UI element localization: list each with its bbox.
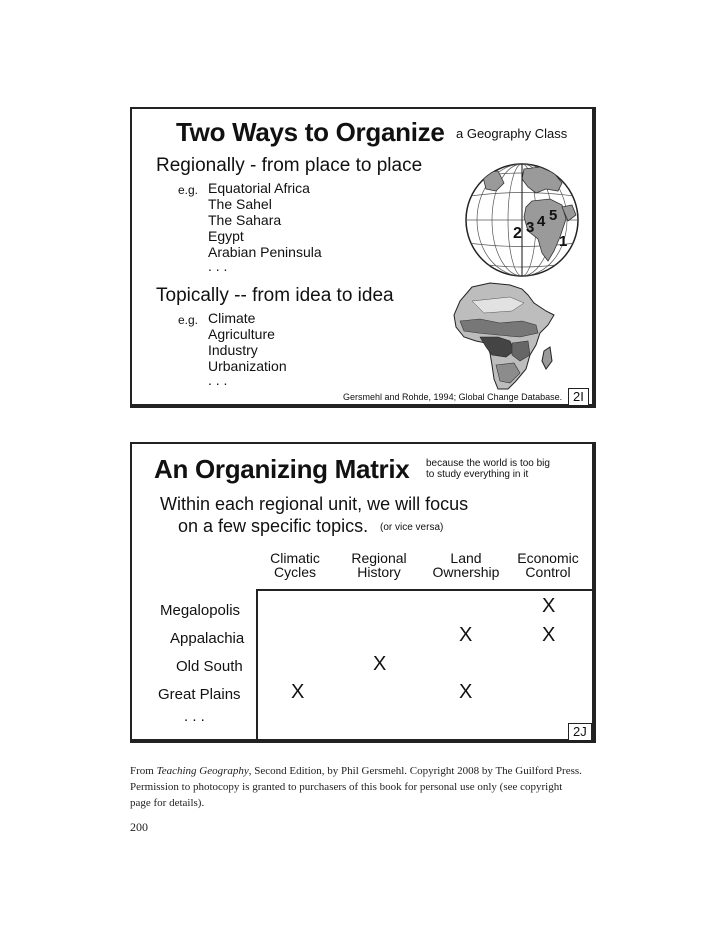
region-item: Arabian Peninsula — [208, 244, 322, 260]
region-item: Egypt — [208, 228, 244, 244]
slide-title: Two Ways to Organize — [176, 117, 445, 147]
footer-line2: Permission to photocopy is granted to purchasers of this book for personal use only (see copyright — [130, 781, 563, 793]
topical-heading: Topically -- from idea to idea — [156, 285, 394, 306]
column-header-economic: Economic Control — [517, 550, 579, 580]
africa-map — [450, 281, 560, 393]
row-ellipsis: . . . — [184, 708, 205, 725]
copyright-notice — [130, 763, 600, 811]
topic-ellipsis: . . . — [208, 372, 228, 388]
region-item: Equatorial Africa — [208, 180, 310, 196]
matrix-mark: X — [542, 595, 556, 617]
row-label: Megalopolis — [160, 602, 241, 619]
topic-item: Urbanization — [208, 358, 287, 374]
globe-number: 2 — [513, 225, 522, 242]
footer-from: From — [130, 765, 157, 777]
title-note-line: to study everything in it — [426, 469, 529, 480]
slide-badge: 2J — [568, 723, 592, 741]
globe-number: 3 — [526, 219, 535, 236]
column-header-regional: Regional History — [351, 550, 407, 580]
globe-number: 5 — [549, 207, 558, 224]
regional-heading: Regionally - from place to place — [156, 155, 423, 176]
topic-item: Industry — [208, 342, 258, 358]
slide-two-ways — [130, 107, 596, 408]
body-line: on a few specific topics. — [178, 516, 369, 536]
footer-line1: , Second Edition, by Phil Gersmehl. Copyright 2008 by The Guilford Press. — [248, 765, 582, 777]
matrix-mark: X — [459, 681, 473, 703]
row-label: Great Plains — [158, 686, 241, 703]
topic-item: Agriculture — [208, 326, 275, 342]
body-aside: (or vice versa) — [380, 522, 444, 533]
source-credit: Gersmehl and Rohde, 1994; Global Change Database. — [343, 392, 563, 402]
matrix-mark: X — [373, 653, 387, 675]
topic-item: Climate — [208, 310, 256, 326]
region-item: The Sahara — [208, 212, 282, 228]
row-label: Appalachia — [170, 630, 245, 647]
footer-line3: page for details). — [130, 797, 205, 809]
page-number: 200 — [130, 820, 148, 834]
matrix-mark: X — [542, 624, 556, 646]
globe-illustration — [462, 161, 582, 279]
matrix-mark: X — [291, 681, 305, 703]
column-header-climatic: Climatic Cycles — [270, 550, 320, 580]
slide-badge: 2I — [568, 388, 589, 406]
slide-title: An Organizing Matrix — [154, 454, 410, 484]
globe-number: 1 — [559, 233, 568, 250]
column-header-land: Land Ownership — [432, 550, 500, 580]
eg-label: e.g. — [178, 183, 199, 197]
body-line: Within each regional unit, we will focus — [160, 494, 469, 514]
globe-number: 4 — [537, 213, 546, 230]
book-title: Teaching Geography — [156, 765, 249, 777]
matrix-mark: X — [459, 624, 473, 646]
eg-label: e.g. — [178, 313, 199, 327]
title-note-line: because the world is too big — [426, 458, 550, 469]
slide-subtitle: a Geography Class — [456, 126, 568, 141]
region-ellipsis: . . . — [208, 258, 228, 274]
row-label: Old South — [176, 658, 243, 675]
region-item: The Sahel — [208, 196, 272, 212]
slide-organizing-matrix — [130, 442, 596, 743]
